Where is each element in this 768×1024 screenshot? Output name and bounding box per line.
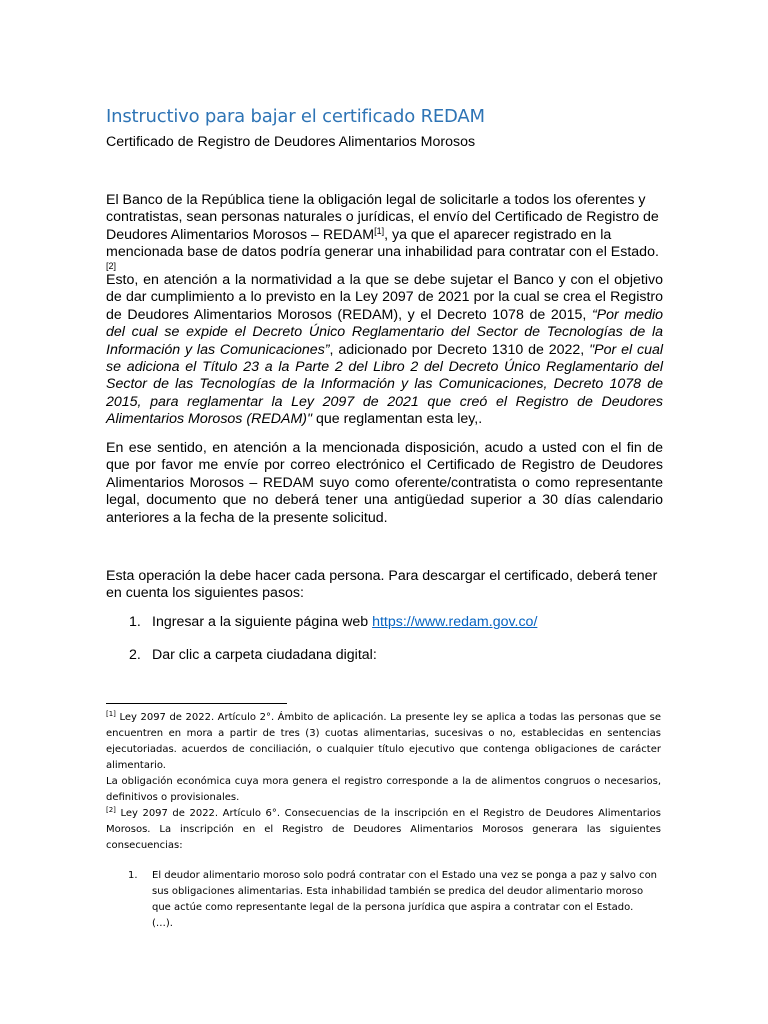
legal-text-end: que reglamentan esta ley,. bbox=[312, 411, 483, 428]
intro-text-continued: , ya que el aparecer registrado en la mencionada base de datos podría generar una inhabilidad para contratar con el Estado. bbox=[106, 226, 659, 261]
instructions-intro: Esta operación la debe hacer cada persona. Para descargar el certificado, deberá tener en cuenta los siguientes pasos: bbox=[106, 568, 658, 602]
footnote-list-ellipsis: (…). bbox=[152, 918, 173, 929]
legal-text-continued: , adicionado por Decreto 1310 de 2022, bbox=[329, 341, 590, 358]
legal-basis-paragraph bbox=[106, 272, 663, 429]
footnote-2-marker: [2] bbox=[106, 806, 116, 814]
decree-1310-title: "Por el cual se adiciona el Título 23 a la Parte 2 del Libro 2 del Decreto Único Reglamentario del Sector de las Tecnologías de la Información y las Comunicaciones, Decreto 1078 de 2015, para reglamentar la Ley 2097 de 2021 que creó el Registro de Deudores Alimentarios Morosos (REDAM)" bbox=[106, 341, 663, 428]
intro-text: El Banco de la República tiene la obligación legal de solicitarle a todos los oferentes y contratistas, sean personas naturales o jurídicas, el envío del Certificado de Registro de Deudores Alimentarios Morosos – REDAM bbox=[106, 192, 659, 243]
footnote-list bbox=[128, 868, 663, 932]
footnote-1-text: Ley 2097 de 2022. Artículo 2°. Ámbito de aplicación. La presente ley se aplica a todas las personas que se encuentren en mora a partir de tres (3) cuotas alimentarias, sucesivas o no, establecidas en sentencias ejecutoriadas. acuerdos de conciliación, o cualquier título ejecutivo que contenga obligaciones de carácter alimentario. bbox=[106, 712, 661, 771]
page-subtitle: Certificado de Registro de Deudores Alimentarios Morosos bbox=[106, 134, 476, 150]
intro-paragraph bbox=[106, 192, 663, 279]
footnote-1-marker: [1] bbox=[106, 710, 116, 718]
footnote-2 bbox=[106, 806, 661, 854]
step-item bbox=[129, 614, 537, 630]
redam-link[interactable]: https://www.redam.gov.co/ bbox=[372, 614, 538, 630]
footnote-list-item bbox=[128, 868, 663, 932]
request-paragraph: En ese sentido, en atención a la mencionada disposición, acudo a usted con el fin de que por favor me envíe por correo electrónico el Certificado de Registro de Deudores Alimentarios Morosos – REDAM suyo como oferente/contratista o como representante legal, documento que no deberá tener una antigüedad superior a 30 días calendario anteriores a la fecha de la presente solicitud. bbox=[106, 440, 663, 526]
footnote-2-text: Ley 2097 de 2022. Artículo 6°. Consecuencias de la inscripción en el Registro de Deudores Alimentarios Morosos. La inscripción en el Registro de Deudores Alimentarios Morosos generara las siguientes consecuencias: bbox=[106, 808, 661, 851]
footnote-1-continued: La obligación económica cuya mora genera el registro corresponde a la de alimentos congruos o necesarios, definitivos o provisionales. bbox=[106, 776, 661, 803]
step-text: Dar clic a carpeta ciudadana digital: bbox=[152, 647, 377, 663]
page-title: Instructivo para bajar el certificado REDAM bbox=[106, 106, 485, 127]
footnote-list-text: El deudor alimentario moroso solo podrá contratar con el Estado una vez se ponga a paz y salvo con sus obligaciones alimentarias. Esta inhabilidad también se predica del deudor alimentario moroso que actúe como representante legal de la persona jurídica que aspira a contratar con el Estado. bbox=[152, 870, 658, 913]
step-number: 2. bbox=[129, 647, 141, 663]
step-number: 1. bbox=[129, 614, 141, 630]
footnotes bbox=[106, 710, 661, 854]
footnote-divider bbox=[106, 703, 287, 704]
footnote-ref-1[interactable]: [1] bbox=[374, 225, 385, 236]
step-item bbox=[129, 647, 377, 663]
legal-text: Esto, en atención a la normatividad a la que se debe sujetar el Banco y con el objetivo de dar cumplimiento a lo previsto en la Ley 2097 de 2021 por la cual se crea el Registro de Deudores Alimentarios Morosos (REDAM), y el Decreto 1078 de 2015, bbox=[106, 272, 663, 323]
step-text: Ingresar a la siguiente página web bbox=[152, 614, 373, 630]
footnote-list-number: 1. bbox=[128, 870, 138, 881]
footnote-ref-2[interactable]: [2] bbox=[106, 260, 117, 271]
footnote-1 bbox=[106, 710, 661, 774]
decree-1078-title: “Por medio del cual se expide el Decreto Único Reglamentario del Sector de Tecnologías de la Información y las Comunicaciones” bbox=[106, 306, 664, 358]
